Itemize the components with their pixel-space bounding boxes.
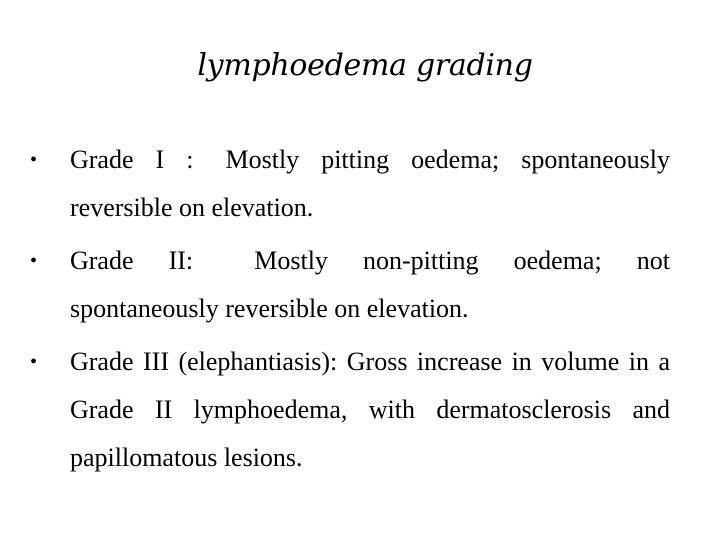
bullet-icon: •	[30, 149, 38, 171]
bullet-term: Grade III (elephantiasis):	[70, 347, 338, 376]
bullet-text: Gross increase in volume in a Grade II lymphoedema, with dermatosclerosis and papillomatous lesions.	[70, 347, 670, 472]
bullet-icon: •	[30, 250, 38, 272]
slide-title: lymphoedema grading	[197, 48, 533, 83]
bullet-item-grade-2	[30, 237, 670, 333]
bullet-item-grade-3	[30, 338, 670, 482]
bullet-term: Grade I :	[70, 145, 194, 174]
bullet-list	[30, 136, 670, 487]
bullet-item-grade-1	[30, 136, 670, 232]
bullet-text: Mostly non-pitting oedema; not spontaneously reversible on elevation.	[70, 246, 671, 323]
bullet-icon: •	[30, 351, 38, 373]
bullet-term: Grade II:	[70, 246, 194, 275]
bullet-text: Mostly pitting oedema; spontaneously reversible on elevation.	[70, 145, 670, 222]
